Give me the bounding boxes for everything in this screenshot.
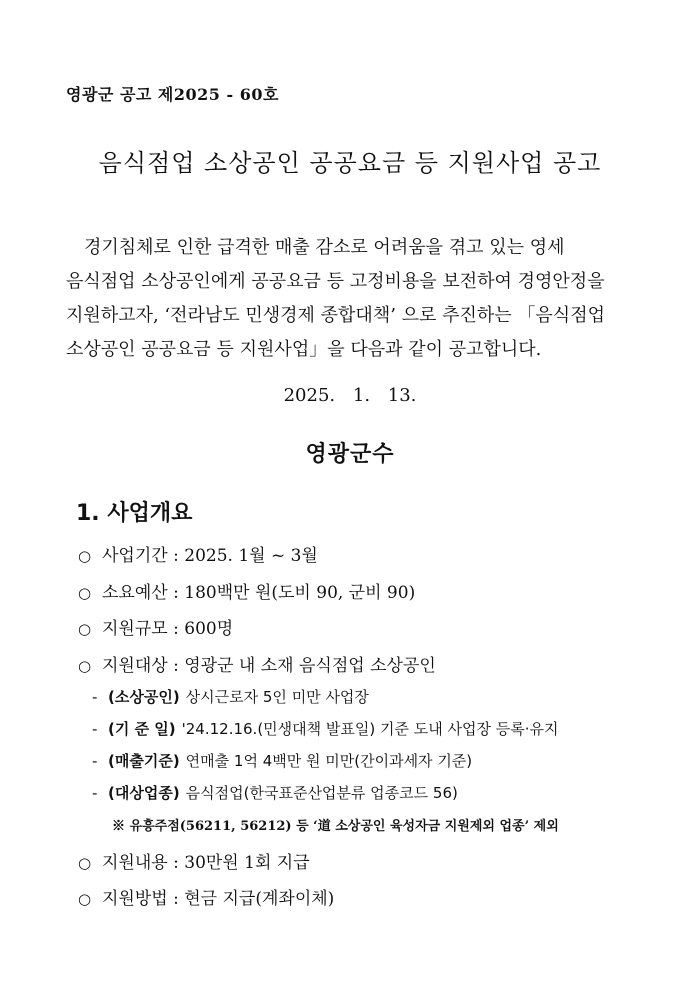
intro-line: 음식점업 소상공인에게 공공요금 등 고정비용을 보전하여 경영안정을 [66, 271, 605, 292]
criteria-text: 음식점업(한국표준산업분류 업종코드 56) [185, 784, 458, 802]
item-value: 600명 [184, 619, 234, 639]
bullet-icon: ○ [78, 620, 92, 638]
bullet-icon: ○ [78, 547, 92, 565]
bullet-icon: ○ [78, 854, 92, 872]
overview-item-method: ○ 지원방법 : 현금 지급(계좌이체) [78, 889, 335, 909]
item-label: 소요예산 [102, 583, 168, 603]
item-value: 영광군 내 소재 음식점업 소상공인 [184, 656, 436, 676]
item-label: 지원내용 [102, 853, 168, 873]
intro-paragraph [66, 231, 646, 367]
criteria-item: - (기 준 일) '24.12.16.(민생대책 발표일) 기준 도내 사업장 등록·유지 [92, 720, 559, 738]
notice-date: 2025. 1. 13. [283, 385, 417, 406]
item-label: 지원규모 [102, 619, 168, 639]
criteria-tag: (소상공인) [108, 688, 180, 706]
overview-item-scale: ○ 지원규모 : 600명 [78, 619, 234, 639]
item-label: 지원방법 [102, 889, 168, 909]
bullet-icon: ○ [78, 657, 92, 675]
intro-line: 소상공인 공공요금 등 지원사업」을 다음과 같이 공고합니다. [66, 339, 542, 360]
signer: 영광군수 [305, 441, 395, 467]
criteria-text: '24.12.16.(민생대책 발표일) 기준 도내 사업장 등록·유지 [181, 720, 559, 738]
criteria-item: - (매출기준) 연매출 1억 4백만 원 미만(간이과세자 기준) [92, 752, 473, 770]
criteria-tag: (매출기준) [108, 752, 180, 770]
intro-line: 지원하고자, ‘전라남도 민생경제 종합대책’ 으로 추진하는 「음식점업 [66, 305, 605, 326]
page-title: 음식점업 소상공인 공공요금 등 지원사업 공고 [98, 149, 602, 177]
overview-item-content: ○ 지원내용 : 30만원 1회 지급 [78, 853, 310, 873]
item-label: 사업기간 [102, 546, 168, 566]
criteria-item: - (대상업종) 음식점업(한국표준산업분류 업종코드 56) [92, 784, 458, 802]
item-value: 현금 지급(계좌이체) [184, 889, 335, 909]
criteria-text: 연매출 1억 4백만 원 미만(간이과세자 기준) [185, 752, 473, 770]
criteria-tag: (대상업종) [108, 784, 180, 802]
overview-item-period: ○ 사업기간 : 2025. 1월 ~ 3월 [78, 546, 318, 566]
item-value: 180백만 원(도비 90, 군비 90) [184, 583, 416, 603]
item-value: 30만원 1회 지급 [184, 853, 310, 873]
criteria-tag: (기 준 일) [108, 720, 176, 738]
criteria-item: - (소상공인) 상시근로자 5인 미만 사업장 [92, 688, 369, 706]
item-value: 2025. 1월 ~ 3월 [184, 546, 318, 566]
criteria-text: 상시근로자 5인 미만 사업장 [185, 688, 369, 706]
overview-item-budget: ○ 소요예산 : 180백만 원(도비 90, 군비 90) [78, 583, 416, 603]
notice-number: 영광군 공고 제2025 - 60호 [66, 85, 279, 104]
bullet-icon: ○ [78, 890, 92, 908]
item-label: 지원대상 [102, 656, 168, 676]
section-heading: 1. 사업개요 [76, 501, 193, 526]
exclusion-note: ※ 유흥주점(56211, 56212) 등 ‘道 소상공인 육성자금 지원제외 업종’ 제외 [112, 819, 559, 834]
overview-item-target: ○ 지원대상 : 영광군 내 소재 음식점업 소상공인 [78, 656, 436, 676]
bullet-icon: ○ [78, 584, 92, 602]
intro-line: 경기침체로 인한 급격한 매출 감소로 어려움을 겪고 있는 영세 [84, 237, 565, 258]
